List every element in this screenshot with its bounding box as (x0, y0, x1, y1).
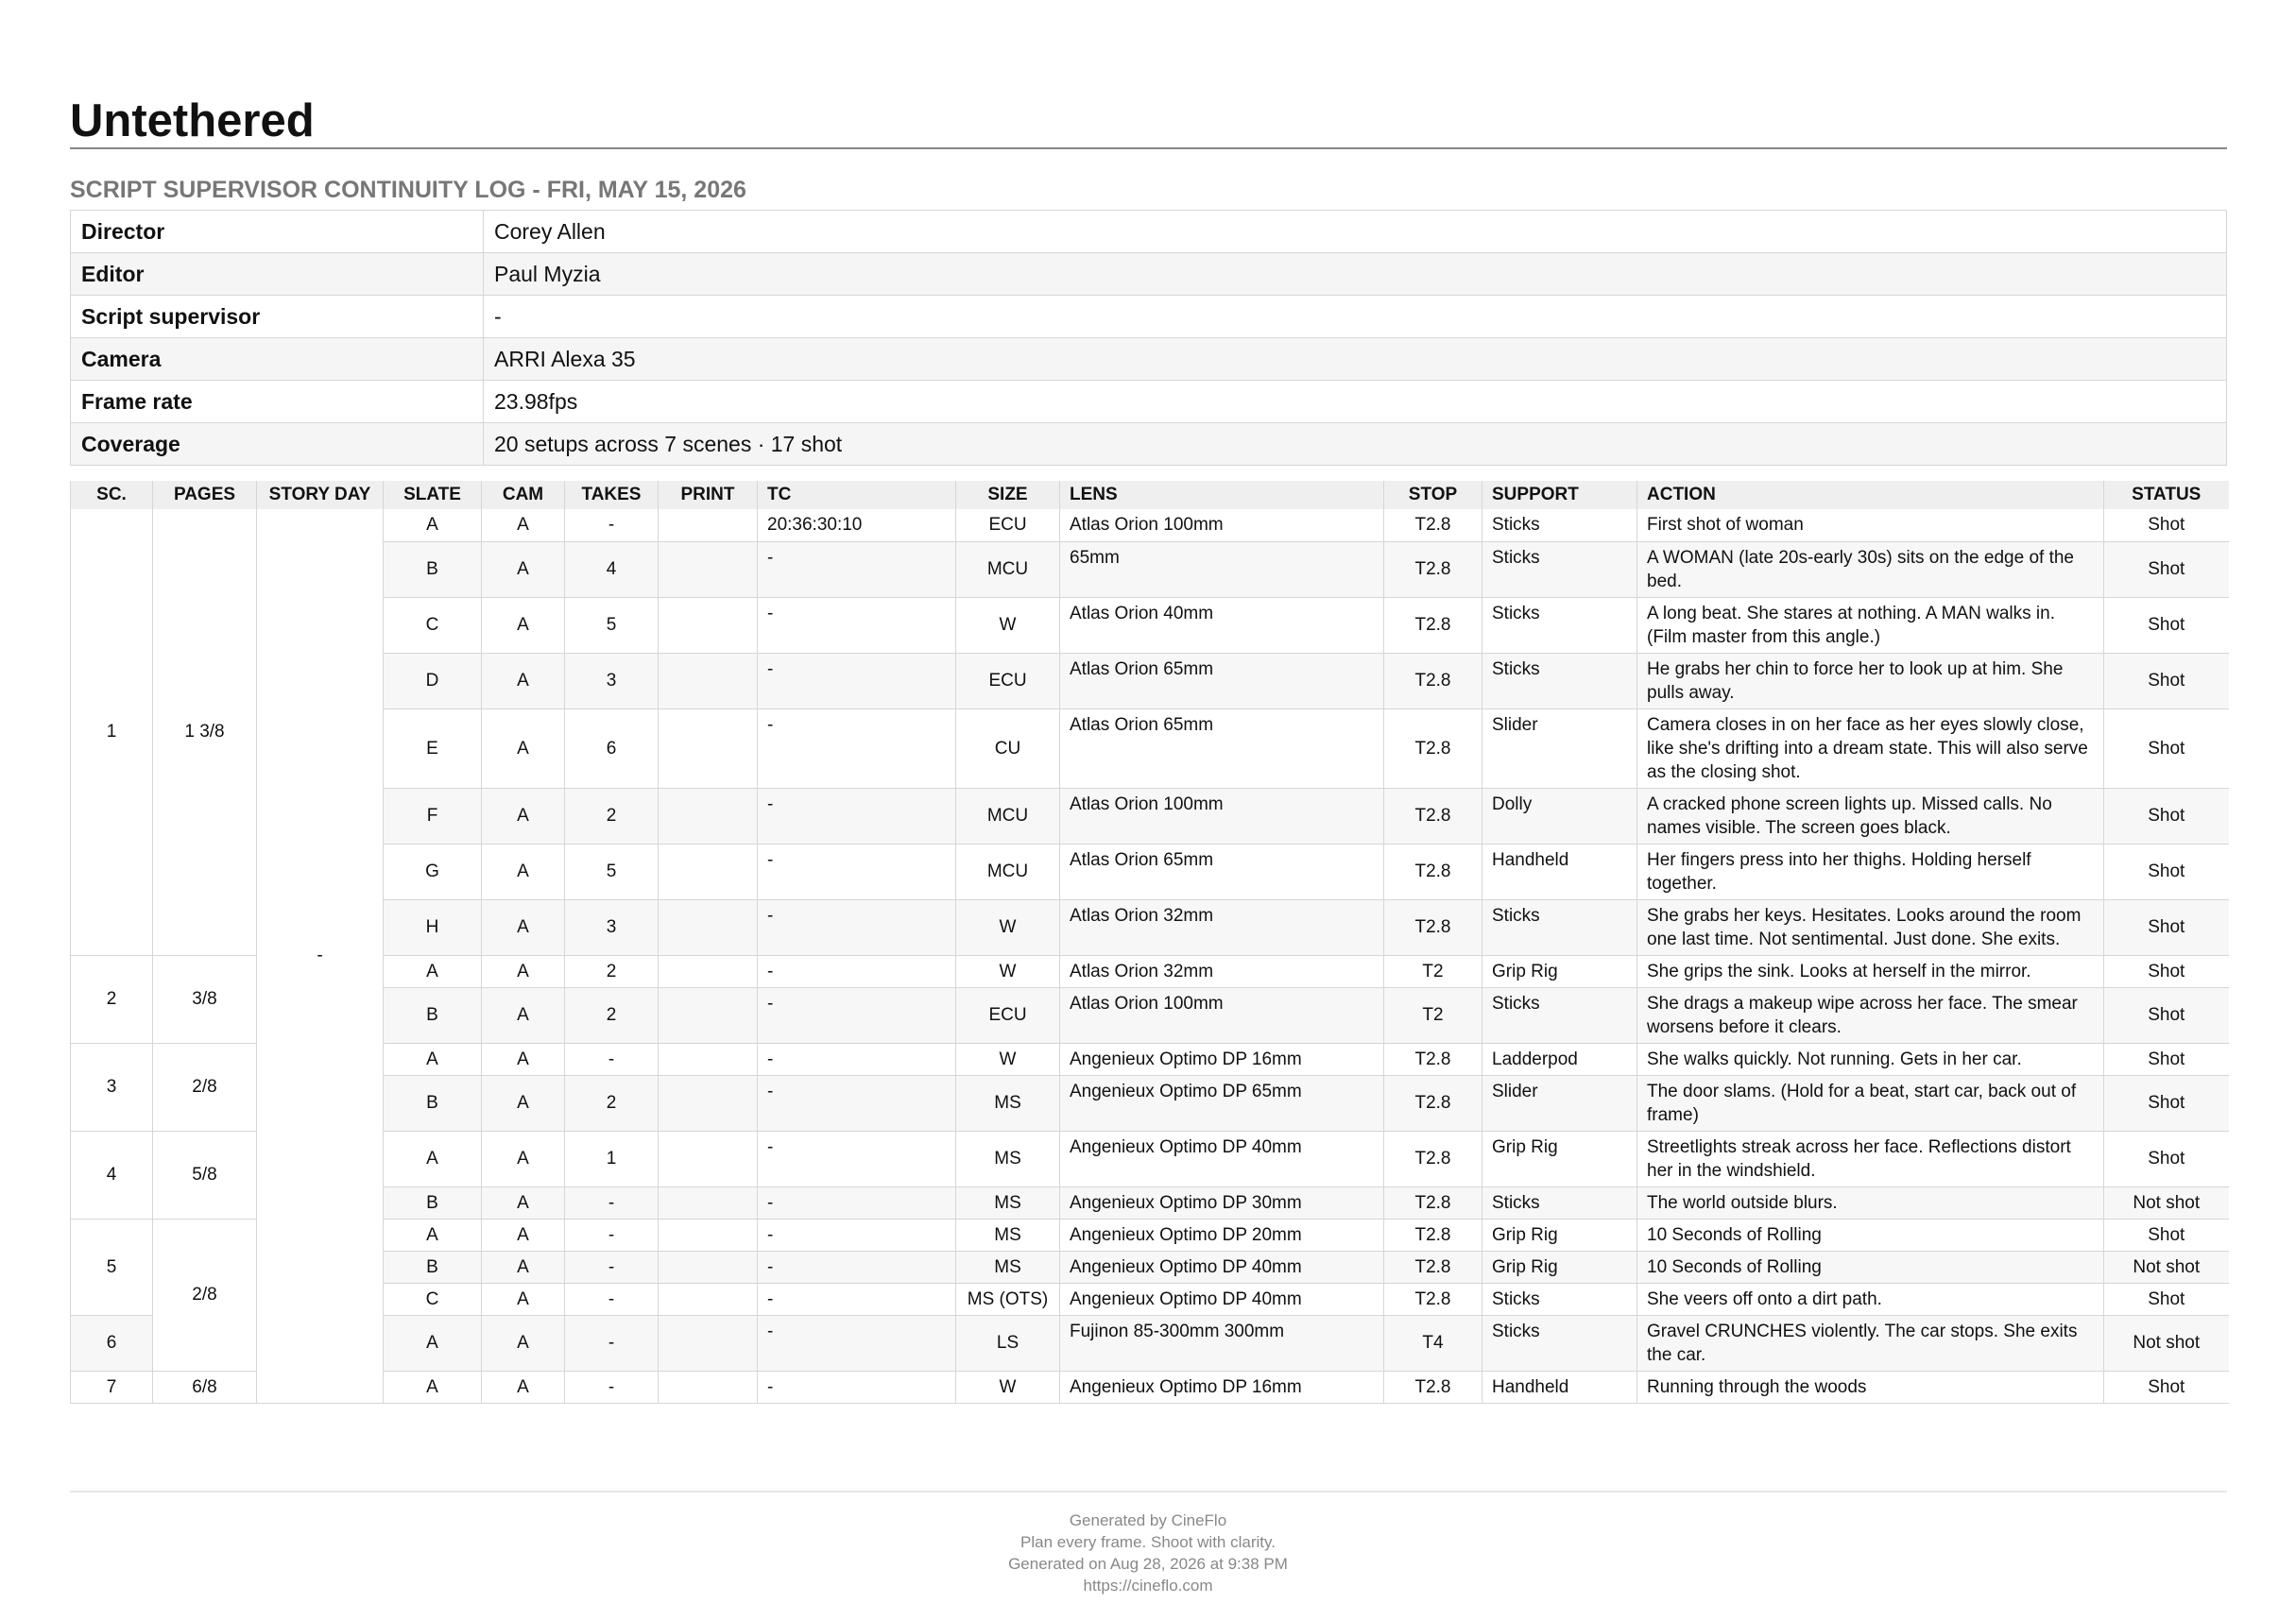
tc-cell: - (758, 788, 956, 844)
status-cell: Shot (2104, 541, 2229, 597)
log-row (71, 597, 2229, 653)
col-header-size: SIZE (956, 481, 1060, 509)
log-row (71, 1075, 2229, 1131)
meta-value: 20 setups across 7 scenes · 17 shot (484, 423, 2227, 466)
log-row (71, 1251, 2229, 1283)
stop-cell: T2.8 (1384, 899, 1482, 955)
tc-cell: - (758, 1186, 956, 1219)
takes-cell: - (565, 509, 659, 541)
log-row (71, 987, 2229, 1043)
support-cell: Sticks (1482, 1186, 1637, 1219)
lens-cell: Atlas Orion 40mm (1060, 597, 1384, 653)
slate-cell: C (384, 597, 482, 653)
takes-cell: 3 (565, 653, 659, 708)
log-header-row (71, 481, 2229, 509)
title-divider (70, 147, 2227, 149)
support-cell: Slider (1482, 708, 1637, 788)
meta-value: Corey Allen (484, 211, 2227, 253)
stop-cell: T4 (1384, 1315, 1482, 1371)
status-cell: Shot (2104, 955, 2229, 987)
print-cell (659, 1186, 758, 1219)
tc-cell: - (758, 708, 956, 788)
footer (0, 1510, 2296, 1596)
col-header-slate: SLATE (384, 481, 482, 509)
meta-value: Paul Myzia (484, 253, 2227, 296)
support-cell: Slider (1482, 1075, 1637, 1131)
tc-cell: - (758, 1219, 956, 1251)
status-cell: Shot (2104, 844, 2229, 899)
stop-cell: T2.8 (1384, 1371, 1482, 1403)
log-row (71, 899, 2229, 955)
stop-cell: T2.8 (1384, 1283, 1482, 1315)
col-header-pages: PAGES (153, 481, 257, 509)
stop-cell: T2.8 (1384, 541, 1482, 597)
action-cell: The door slams. (Hold for a beat, start car, back out of frame) (1637, 1075, 2104, 1131)
log-row (71, 1043, 2229, 1075)
col-header-cam: CAM (482, 481, 565, 509)
status-cell: Shot (2104, 1075, 2229, 1131)
tc-cell: 20:36:30:10 (758, 509, 956, 541)
lens-cell: Angenieux Optimo DP 40mm (1060, 1283, 1384, 1315)
col-header-takes: TAKES (565, 481, 659, 509)
cam-cell: A (482, 597, 565, 653)
slate-cell: A (384, 509, 482, 541)
tc-cell: - (758, 1315, 956, 1371)
pages-cell: 3/8 (153, 955, 257, 1043)
footer-divider (70, 1491, 2227, 1493)
tc-cell: - (758, 1043, 956, 1075)
col-header-print: PRINT (659, 481, 758, 509)
status-cell: Shot (2104, 653, 2229, 708)
cam-cell: A (482, 1043, 565, 1075)
status-cell: Shot (2104, 987, 2229, 1043)
col-header-action: ACTION (1637, 481, 2104, 509)
action-cell: She veers off onto a dirt path. (1637, 1283, 2104, 1315)
lens-cell: Fujinon 85-300mm 300mm (1060, 1315, 1384, 1371)
size-cell: CU (956, 708, 1060, 788)
cam-cell: A (482, 541, 565, 597)
action-cell: She grabs her keys. Hesitates. Looks around the room one last time. Not sentimental. Just done. She exits. (1637, 899, 2104, 955)
takes-cell: - (565, 1043, 659, 1075)
status-cell: Shot (2104, 708, 2229, 788)
action-cell: 10 Seconds of Rolling (1637, 1219, 2104, 1251)
cam-cell: A (482, 1283, 565, 1315)
print-cell (659, 1283, 758, 1315)
status-cell: Shot (2104, 899, 2229, 955)
cam-cell: A (482, 1075, 565, 1131)
print-cell (659, 899, 758, 955)
action-cell: 10 Seconds of Rolling (1637, 1251, 2104, 1283)
meta-row (71, 423, 2227, 466)
takes-cell: 4 (565, 541, 659, 597)
support-cell: Grip Rig (1482, 1131, 1637, 1186)
support-cell: Grip Rig (1482, 1219, 1637, 1251)
size-cell: MS (OTS) (956, 1283, 1060, 1315)
meta-row (71, 211, 2227, 253)
footer-url: https://cineflo.com (1083, 1577, 1213, 1595)
cam-cell: A (482, 1186, 565, 1219)
print-cell (659, 788, 758, 844)
takes-cell: - (565, 1251, 659, 1283)
takes-cell: 2 (565, 1075, 659, 1131)
status-cell: Shot (2104, 597, 2229, 653)
tc-cell: - (758, 597, 956, 653)
status-cell: Shot (2104, 788, 2229, 844)
lens-cell: Angenieux Optimo DP 16mm (1060, 1371, 1384, 1403)
print-cell (659, 987, 758, 1043)
continuity-log-table (70, 481, 2229, 1404)
print-cell (659, 1075, 758, 1131)
tc-cell: - (758, 1371, 956, 1403)
cam-cell: A (482, 899, 565, 955)
meta-row (71, 381, 2227, 423)
meta-label: Frame rate (71, 381, 484, 423)
action-cell: Gravel CRUNCHES violently. The car stops. She exits the car. (1637, 1315, 2104, 1371)
log-row (71, 1186, 2229, 1219)
cam-cell: A (482, 1371, 565, 1403)
support-cell: Sticks (1482, 1283, 1637, 1315)
log-row (71, 1219, 2229, 1251)
print-cell (659, 1315, 758, 1371)
tc-cell: - (758, 987, 956, 1043)
log-row (71, 955, 2229, 987)
project-title: Untethered (70, 95, 315, 146)
support-cell: Sticks (1482, 987, 1637, 1043)
takes-cell: 1 (565, 1131, 659, 1186)
col-header-tc: TC (758, 481, 956, 509)
stop-cell: T2.8 (1384, 1075, 1482, 1131)
slate-cell: A (384, 1315, 482, 1371)
lens-cell: Angenieux Optimo DP 30mm (1060, 1186, 1384, 1219)
production-info-table (70, 210, 2227, 466)
stop-cell: T2 (1384, 955, 1482, 987)
support-cell: Handheld (1482, 844, 1637, 899)
status-cell: Shot (2104, 1371, 2229, 1403)
log-row (71, 788, 2229, 844)
size-cell: W (956, 899, 1060, 955)
support-cell: Sticks (1482, 597, 1637, 653)
status-cell: Not shot (2104, 1251, 2229, 1283)
scene-number-cell: 7 (71, 1371, 153, 1403)
col-header-scene: SC. (71, 481, 153, 509)
size-cell: LS (956, 1315, 1060, 1371)
meta-label: Editor (71, 253, 484, 296)
support-cell: Sticks (1482, 899, 1637, 955)
lens-cell: Angenieux Optimo DP 40mm (1060, 1131, 1384, 1186)
slate-cell: C (384, 1283, 482, 1315)
action-cell: She walks quickly. Not running. Gets in her car. (1637, 1043, 2104, 1075)
cam-cell: A (482, 708, 565, 788)
footer-generated-by: Generated by CineFlo (1069, 1511, 1227, 1529)
support-cell: Handheld (1482, 1371, 1637, 1403)
takes-cell: - (565, 1186, 659, 1219)
pages-cell: 5/8 (153, 1131, 257, 1219)
meta-label: Director (71, 211, 484, 253)
tc-cell: - (758, 1075, 956, 1131)
col-header-status: STATUS (2104, 481, 2229, 509)
col-header-stop: STOP (1384, 481, 1482, 509)
print-cell (659, 844, 758, 899)
log-subtitle: SCRIPT SUPERVISOR CONTINUITY LOG - FRI, MAY 15, 2026 (70, 177, 746, 203)
print-cell (659, 1219, 758, 1251)
support-cell: Grip Rig (1482, 955, 1637, 987)
takes-cell: - (565, 1219, 659, 1251)
print-cell (659, 1131, 758, 1186)
log-row (71, 708, 2229, 788)
size-cell: MCU (956, 844, 1060, 899)
cam-cell: A (482, 987, 565, 1043)
tc-cell: - (758, 1251, 956, 1283)
size-cell: MCU (956, 541, 1060, 597)
action-cell: He grabs her chin to force her to look up at him. She pulls away. (1637, 653, 2104, 708)
lens-cell: Angenieux Optimo DP 16mm (1060, 1043, 1384, 1075)
pages-cell: 1 3/8 (153, 509, 257, 955)
scene-number-cell: 3 (71, 1043, 153, 1131)
cam-cell: A (482, 1131, 565, 1186)
col-header-support: SUPPORT (1482, 481, 1637, 509)
takes-cell: 5 (565, 597, 659, 653)
slate-cell: H (384, 899, 482, 955)
support-cell: Sticks (1482, 653, 1637, 708)
cam-cell: A (482, 788, 565, 844)
tc-cell: - (758, 844, 956, 899)
continuity-log-page (70, 94, 2227, 1404)
pages-cell: 2/8 (153, 1219, 257, 1371)
takes-cell: 2 (565, 788, 659, 844)
print-cell (659, 541, 758, 597)
slate-cell: D (384, 653, 482, 708)
slate-cell: B (384, 1186, 482, 1219)
meta-label: Script supervisor (71, 296, 484, 338)
action-cell: Her fingers press into her thighs. Holding herself together. (1637, 844, 2104, 899)
cam-cell: A (482, 1251, 565, 1283)
slate-cell: E (384, 708, 482, 788)
stop-cell: T2.8 (1384, 1043, 1482, 1075)
scene-number-cell: 1 (71, 509, 153, 955)
action-cell: First shot of woman (1637, 509, 2104, 541)
action-cell: She drags a makeup wipe across her face. The smear worsens before it clears. (1637, 987, 2104, 1043)
pages-cell: 6/8 (153, 1371, 257, 1403)
size-cell: MS (956, 1186, 1060, 1219)
size-cell: MS (956, 1251, 1060, 1283)
takes-cell: 2 (565, 987, 659, 1043)
log-row (71, 844, 2229, 899)
print-cell (659, 708, 758, 788)
slate-cell: A (384, 1371, 482, 1403)
pages-cell: 2/8 (153, 1043, 257, 1131)
print-cell (659, 653, 758, 708)
tc-cell: - (758, 1131, 956, 1186)
stop-cell: T2.8 (1384, 597, 1482, 653)
print-cell (659, 1251, 758, 1283)
stop-cell: T2.8 (1384, 653, 1482, 708)
takes-cell: 5 (565, 844, 659, 899)
status-cell: Not shot (2104, 1186, 2229, 1219)
size-cell: MCU (956, 788, 1060, 844)
action-cell: A cracked phone screen lights up. Missed calls. No names visible. The screen goes black. (1637, 788, 2104, 844)
slate-cell: A (384, 1131, 482, 1186)
lens-cell: 65mm (1060, 541, 1384, 597)
status-cell: Shot (2104, 509, 2229, 541)
print-cell (659, 509, 758, 541)
stop-cell: T2.8 (1384, 1219, 1482, 1251)
support-cell: Sticks (1482, 509, 1637, 541)
size-cell: W (956, 955, 1060, 987)
status-cell: Shot (2104, 1043, 2229, 1075)
slate-cell: B (384, 541, 482, 597)
takes-cell: - (565, 1315, 659, 1371)
lens-cell: Atlas Orion 100mm (1060, 788, 1384, 844)
log-row (71, 1371, 2229, 1403)
action-cell: Streetlights streak across her face. Reflections distort her in the windshield. (1637, 1131, 2104, 1186)
cam-cell: A (482, 844, 565, 899)
slate-cell: A (384, 955, 482, 987)
cam-cell: A (482, 509, 565, 541)
print-cell (659, 1371, 758, 1403)
lens-cell: Atlas Orion 32mm (1060, 899, 1384, 955)
col-header-story-day: STORY DAY (257, 481, 384, 509)
log-row (71, 541, 2229, 597)
log-row (71, 653, 2229, 708)
lens-cell: Atlas Orion 100mm (1060, 987, 1384, 1043)
size-cell: ECU (956, 653, 1060, 708)
cam-cell: A (482, 955, 565, 987)
support-cell: Ladderpod (1482, 1043, 1637, 1075)
size-cell: MS (956, 1219, 1060, 1251)
lens-cell: Angenieux Optimo DP 65mm (1060, 1075, 1384, 1131)
action-cell: A long beat. She stares at nothing. A MAN walks in. (Film master from this angle.) (1637, 597, 2104, 653)
takes-cell: - (565, 1371, 659, 1403)
stop-cell: T2.8 (1384, 509, 1482, 541)
log-body (71, 509, 2229, 1403)
size-cell: W (956, 1043, 1060, 1075)
scene-number-cell: 2 (71, 955, 153, 1043)
size-cell: W (956, 597, 1060, 653)
lens-cell: Angenieux Optimo DP 40mm (1060, 1251, 1384, 1283)
action-cell: A WOMAN (late 20s-early 30s) sits on the edge of the bed. (1637, 541, 2104, 597)
slate-cell: F (384, 788, 482, 844)
col-header-lens: LENS (1060, 481, 1384, 509)
slate-cell: A (384, 1043, 482, 1075)
tc-cell: - (758, 653, 956, 708)
action-cell: The world outside blurs. (1637, 1186, 2104, 1219)
size-cell: W (956, 1371, 1060, 1403)
meta-value: ARRI Alexa 35 (484, 338, 2227, 381)
log-row (71, 1131, 2229, 1186)
support-cell: Sticks (1482, 1315, 1637, 1371)
status-cell: Shot (2104, 1283, 2229, 1315)
slate-cell: B (384, 1251, 482, 1283)
stop-cell: T2.8 (1384, 1131, 1482, 1186)
lens-cell: Atlas Orion 65mm (1060, 844, 1384, 899)
lens-cell: Atlas Orion 32mm (1060, 955, 1384, 987)
log-row (71, 1315, 2229, 1371)
size-cell: ECU (956, 987, 1060, 1043)
print-cell (659, 1043, 758, 1075)
tc-cell: - (758, 899, 956, 955)
meta-value: 23.98fps (484, 381, 2227, 423)
takes-cell: - (565, 1283, 659, 1315)
tc-cell: - (758, 955, 956, 987)
footer-generated-date: Generated on Aug 28, 2026 at 9:38 PM (1008, 1555, 1288, 1573)
cam-cell: A (482, 653, 565, 708)
print-cell (659, 597, 758, 653)
cam-cell: A (482, 1315, 565, 1371)
tc-cell: - (758, 541, 956, 597)
meta-row (71, 338, 2227, 381)
lens-cell: Atlas Orion 65mm (1060, 653, 1384, 708)
takes-cell: 2 (565, 955, 659, 987)
action-cell: Camera closes in on her face as her eyes slowly close, like she's drifting into a dream state. This will also serve as the closing shot. (1637, 708, 2104, 788)
scene-number-cell: 5 (71, 1219, 153, 1315)
log-row (71, 509, 2229, 541)
takes-cell: 6 (565, 708, 659, 788)
slate-cell: A (384, 1219, 482, 1251)
print-cell (659, 955, 758, 987)
stop-cell: T2.8 (1384, 844, 1482, 899)
scene-number-cell: 4 (71, 1131, 153, 1219)
support-cell: Grip Rig (1482, 1251, 1637, 1283)
footer-tagline: Plan every frame. Shoot with clarity. (1020, 1533, 1276, 1551)
meta-label: Coverage (71, 423, 484, 466)
lens-cell: Atlas Orion 65mm (1060, 708, 1384, 788)
lens-cell: Atlas Orion 100mm (1060, 509, 1384, 541)
slate-cell: B (384, 987, 482, 1043)
size-cell: ECU (956, 509, 1060, 541)
meta-row (71, 296, 2227, 338)
meta-row (71, 253, 2227, 296)
action-cell: She grips the sink. Looks at herself in the mirror. (1637, 955, 2104, 987)
tc-cell: - (758, 1283, 956, 1315)
stop-cell: T2.8 (1384, 708, 1482, 788)
meta-label: Camera (71, 338, 484, 381)
support-cell: Dolly (1482, 788, 1637, 844)
stop-cell: T2.8 (1384, 1186, 1482, 1219)
cam-cell: A (482, 1219, 565, 1251)
stop-cell: T2.8 (1384, 1251, 1482, 1283)
status-cell: Not shot (2104, 1315, 2229, 1371)
stop-cell: T2 (1384, 987, 1482, 1043)
action-cell: Running through the woods (1637, 1371, 2104, 1403)
stop-cell: T2.8 (1384, 788, 1482, 844)
slate-cell: B (384, 1075, 482, 1131)
log-row (71, 1283, 2229, 1315)
story-day-cell: - (257, 509, 384, 1403)
takes-cell: 3 (565, 899, 659, 955)
meta-value: - (484, 296, 2227, 338)
lens-cell: Angenieux Optimo DP 20mm (1060, 1219, 1384, 1251)
scene-number-cell: 6 (71, 1315, 153, 1371)
size-cell: MS (956, 1075, 1060, 1131)
support-cell: Sticks (1482, 541, 1637, 597)
size-cell: MS (956, 1131, 1060, 1186)
slate-cell: G (384, 844, 482, 899)
status-cell: Shot (2104, 1219, 2229, 1251)
status-cell: Shot (2104, 1131, 2229, 1186)
